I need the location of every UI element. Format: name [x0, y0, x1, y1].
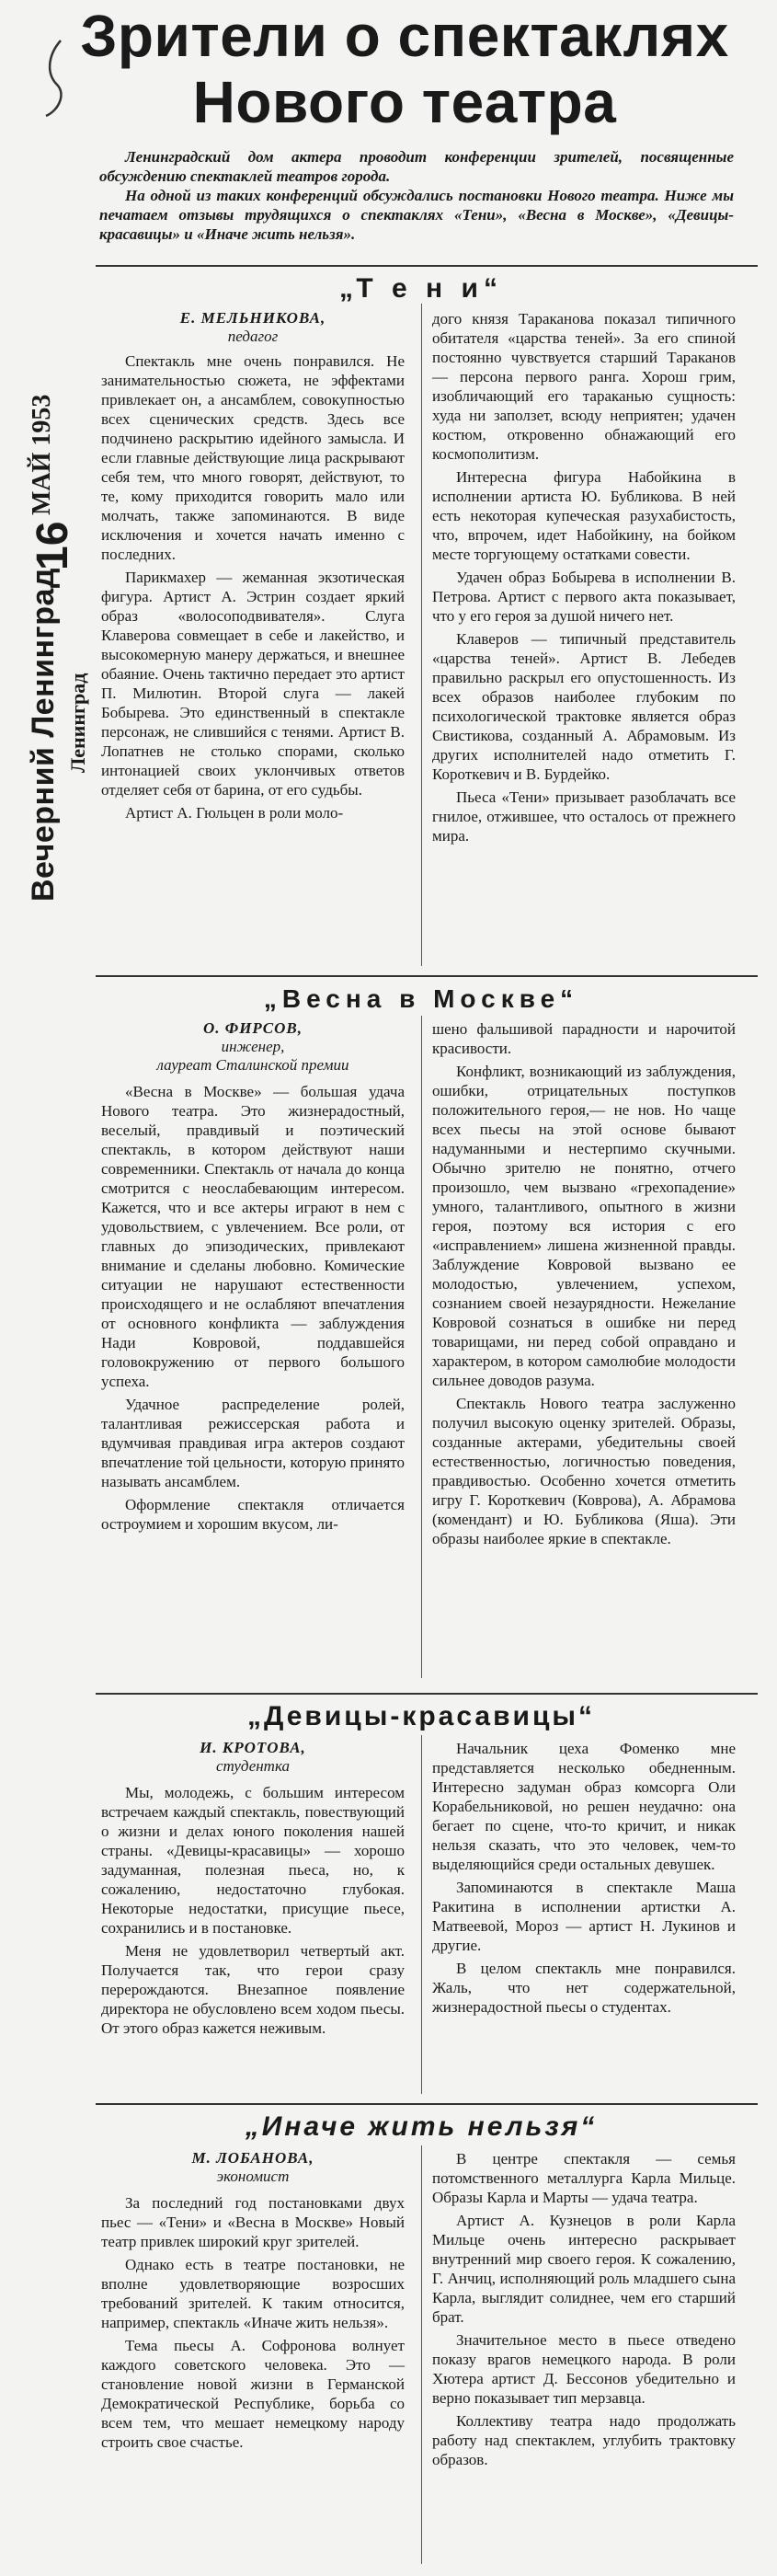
article-column-right: [432, 1019, 736, 1552]
paragraph: В целом спектакль мне понравился. Жаль, что нет содержательной, жизнерадостной пьесы о студентах.: [432, 1960, 736, 2016]
section-title-inache: „Иначе жить нельзя“: [245, 2111, 598, 2142]
paragraph: Значительное место в пьесе отведено показу врагов немецкого народа. В роли Хютера артист Д. Бессонов убедительно и верно показывает тип мерзавца.: [432, 2331, 736, 2407]
author-name: М. ЛОБАНОВА,: [191, 2149, 314, 2167]
column-divider: [421, 1735, 422, 2094]
byline-vesna: [101, 1019, 405, 1075]
stamp-city: Ленинград: [66, 673, 89, 773]
paragraph: За последний год постановками двух пьес — «Тени» и «Весна в Москве» Новый театр привлек широкий круг зрителей.: [101, 2194, 405, 2250]
intro-text: [99, 147, 734, 244]
article-column-right: [432, 2149, 736, 2473]
byline-inache: [101, 2149, 405, 2186]
paragraph: дого князя Тараканова показал типичного обитателя «царства теней». За его спиной постоянно чувствуется старший Тараканов — персона первого ранга. Хорош грим, изобличающий его тараканью сущность: худа ни заползет, всюду неприятен; удачен костюм, откровенно обнажающий его космополитизм.: [432, 310, 736, 463]
paragraph: Клаверов — типичный представитель «царства теней». Артист В. Лебедев правильно раскрыл его опустошенность. Из всех образов наиболее глубоким по психологической трактовке является образ Свистикова, созданный А. Абрамовым. Из других исполнителей надо отметить Г. Короткевич и В. Бурдейко.: [432, 630, 736, 783]
paragraph: Интересна фигура Набойкина в исполнении артиста Ю. Бубликова. В ней есть некоторая купеческая разухабистость, что, впрочем, идет Набойкину, на бойком месте торгующему остатками совести.: [432, 468, 736, 563]
column-divider: [421, 2145, 422, 2564]
paragraph: В центре спектакля — семья потомственного металлурга Карла Мильце. Образы Карла и Марты — удача театра.: [432, 2150, 736, 2206]
paragraph: шено фальшивой парадности и нарочитой красивости.: [432, 1020, 736, 1057]
author-name: О. ФИРСОВ,: [202, 1019, 303, 1037]
byline-devitsy: [101, 1739, 405, 1776]
paragraph: Конфликт, возникающий из заблуждения, ошибки, отрицательных поступков положительного героя,— не нов. Но чаще всех пьесы на этой основе бывают надуманными и нестерпимо скучными. Обычно зрителю не понятно, отчего произошло, чем вызвано «грехопадение» умного, талантливого, опытного в жизни героя, поэтому вся история с его «исправлением» лишена жизненной правды. Заблуждение Ковровой вызвано ее молодостью, увлечением, успехом, сознанием своей незаурядности. Нежелание Ковровой сознаться в ошибке ни перед товарищами, ни перед собой оправдано и характером, в котором самолюбие молодости сильнее доводов разума.: [432, 1063, 736, 1389]
paragraph: Спектакль мне очень понравился. Не занимательностью сюжета, не эффектами привлекает он, а ансамблем, совокупностью всех сценических средств. Здесь все подчинено раскрытию идейного замысла. И если главные действующие лица раскрывают себя тем, что много говорят, действуют, то те, кому приходится говорить мало или молчать, также запоминаются. В виде исключения и хочется начать именно с последних.: [101, 352, 405, 563]
paragraph: Удачное распределение ролей, талантливая режиссерская работа и вдумчивая правдивая игра актеров создают впечатление той цельности, которую принято называть ансамблем.: [101, 1396, 405, 1490]
page-title-line-2: Нового театра: [192, 69, 617, 135]
section-divider: [96, 1693, 758, 1695]
paragraph: Коллективу театра надо продолжать работу над спектаклем, углубить трактовку образов.: [432, 2412, 736, 2468]
section-title-vesna: „Весна в Москве“: [263, 984, 579, 1013]
paragraph: Спектакль Нового театра заслуженно получил высокую оценку зрителей. Образы, созданные актерами, убедительны своей естественностью, логичностью поведения, правдивостью. Особенно хочется отметить игру Г. Короткевич (Коврова), А. Абрамова (комендант) и Ю. Бубликова (Яша). Эти образы наиболее яркие в спектакле.: [432, 1395, 736, 1547]
intro-paragraph: Ленинградский дом актера проводит конференции зрителей, посвященные обсуждению спектаклей театров города.: [99, 148, 734, 185]
author-role: студентка: [216, 1757, 290, 1775]
article-column-right: [432, 1739, 736, 2020]
paragraph: Парикмахер — жеманная экзотическая фигура. Артист А. Эстрин создает яркий образ «волосоподвивателя». Слуга Клаверова совмещает в себе и лакейство, и высокомерную манеру держаться, и внешнее обаяние. Очень тактично передает это артист П. Милютин. Второй слуга — лакей Бобырева. Это единственный в спектакле персонаж, не слившийся с тенями. Артист В. Лопатнев не столько спорами, сколько интонацией своих уклончивых ответов отделяет себя от барина, от его судьбы.: [101, 569, 405, 799]
author-name: Е. МЕЛЬНИКОВА,: [179, 309, 326, 327]
section-divider: [96, 975, 758, 977]
article-column-left: [101, 2193, 405, 2455]
section-divider: [96, 2103, 758, 2105]
paragraph: Меня не удовлетворил четвертый акт. Получается так, что герои сразу перерождаются. Внезапное появление директора не обусловлено всем ходом пьесы. От этого образ кажется неживым.: [101, 1942, 405, 2037]
section-title-teni: „Т е н и“: [339, 273, 503, 304]
byline-teni: [101, 309, 405, 346]
column-divider: [421, 1016, 422, 1678]
paragraph: «Весна в Москве» — большая удача Нового театра. Это жизнерадостный, веселый, правдивый и поэтический спектакль, в котором действуют наши современники. Спектакль от начала до конца смотрится с неослабевающим интересом. Кажется, что и все актеры играют в нем с удовольствием, с увлечением. Все роли, от главных до эпизодических, привлекают внимание и сделаны любовно. Комические ситуации не нарушают естественности происходящего и не ослабляют впечатления от основного конфликта — заблуждения Нади Ковровой, поддавшейся головокружению от первого большого успеха.: [101, 1083, 405, 1390]
section-divider: [96, 265, 758, 267]
author-name: И. КРОТОВА,: [200, 1739, 306, 1756]
intro-paragraph: На одной из таких конференций обсуждались постановки Нового театра. Ниже мы печатаем отзывы трудящихся о спектаклях «Тени», «Весна в Москве», «Девицы-красавицы» и «Иначе жить нельзя».: [99, 187, 734, 243]
paragraph: Артист А. Кузнецов в роли Карла Мильце очень интересно раскрывает внутренний мир своего героя. К сожалению, Г. Анчиц, исполняющий роль младшего сына Карла, выглядит солиднее, чем его старший брат.: [432, 2212, 736, 2326]
paragraph: Оформление спектакля отличается остроумием и хорошим вкусом, ли-: [101, 1496, 405, 1533]
article-column-left: [101, 1082, 405, 1537]
author-role: инженер,: [221, 1038, 285, 1055]
stamp-month-year: МАЙ 1953: [28, 394, 56, 515]
paragraph: Начальник цеха Фоменко мне представляется несколько обедненным. Интересно задуман образ комсорга Оли Корабельниковой, но решен неудачно: она бегает по сцене, что-то кричит, и никак нельзя сказать, что это человек, чем-то выделяющийся среди остальных девушек.: [432, 1740, 736, 1873]
author-award: лауреат Сталинской премии: [156, 1056, 349, 1074]
article-column-left: [101, 351, 405, 826]
article-column-right: [432, 309, 736, 849]
paragraph: Пьеса «Тени» призывает разоблачать все гнилое, отжившее, что осталось от прежнего мира.: [432, 788, 736, 845]
article-column-left: [101, 1783, 405, 2041]
stamp-day: 16: [29, 521, 77, 570]
stamp-newspaper-name: Вечерний Ленинград: [26, 568, 61, 902]
newspaper-date-stamp: [0, 294, 89, 902]
author-role: экономист: [216, 2168, 290, 2185]
author-role: педагог: [227, 328, 279, 345]
page-title-line-1: Зрители о спектаклях: [80, 3, 729, 69]
paragraph: Запоминаются в спектакле Маша Ракитина в исполнении артистки А. Матвеевой, Мороз — артист Н. Лукинов и другие.: [432, 1879, 736, 1954]
paragraph: Мы, молодежь, с большим интересом встречаем каждый спектакль, повествующий о жизни и делах юного поколения нашей страны. «Девицы-красавицы» — хорошо задуманная, полезная пьеса, но, к сожалению, недостаточно глубокая. Некоторые недостатки, присущие пьесе, сохранились и в постановке.: [101, 1784, 405, 1937]
paragraph: Однако есть в театре постановки, не вполне удовлетворяющие возросших требований зрителей. К таким относится, например, спектакль «Иначе жить нельзя».: [101, 2256, 405, 2331]
section-title-devitsy: „Девицы-красавицы“: [246, 1701, 596, 1731]
column-divider: [421, 304, 422, 966]
paragraph: Артист А. Гюльцен в роли моло-: [125, 804, 344, 822]
paragraph: Удачен образ Бобырева в исполнении В. Петрова. Артист с первого акта показывает, что у его героя за душой ничего нет.: [432, 569, 736, 625]
paragraph: Тема пьесы А. Софронова волнует каждого советского человека. Это — становление новой жизни в Германской Демократической Республике, борьба со всем тем, что мешает немецкому народу строить свое счастье.: [101, 2337, 405, 2451]
